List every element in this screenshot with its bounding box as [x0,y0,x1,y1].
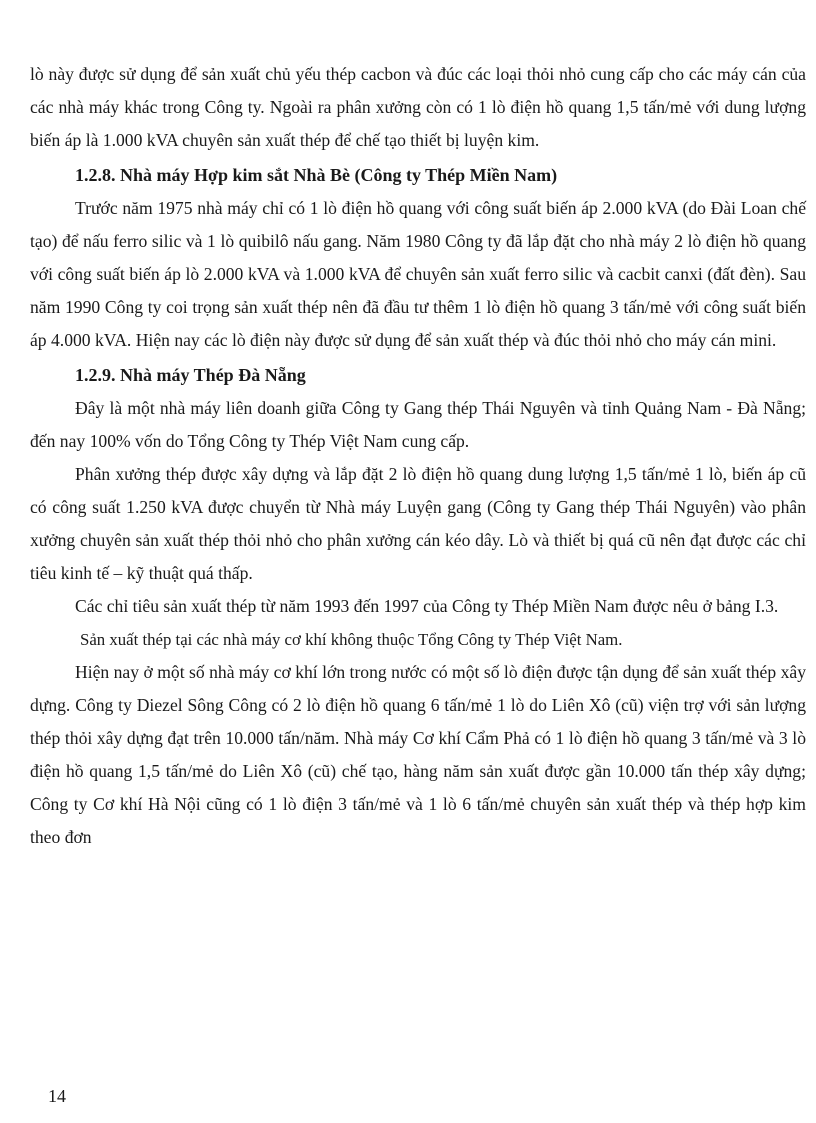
page-number: 14 [48,1086,66,1106]
paragraph-table-reference: Các chỉ tiêu sản xuất thép từ năm 1993 đến 1997 của Công ty Thép Miền Nam được nêu ở bảng I.3. [75,596,779,616]
section-heading-1-2-8: 1.2.8. Nhà máy Hợp kim sắt Nhà Bè (Công ty Thép Miền Nam) [75,165,558,185]
paragraph-continued: lò này được sử dụng để sản xuất chủ yếu thép cacbon và đúc các loại thỏi nhỏ cung cấp cho các máy cán của các nhà máy khác trong Công ty. Ngoài ra phân xưởng còn có 1 lò điện hồ quang 1,5 tấn/mẻ với dung lượng biến áp là 1.000 kVA chuyên sản xuất thép để chế tạo thiết bị luyện kim. [30,64,806,150]
paragraph-da-nang-joint-venture: Đây là một nhà máy liên doanh giữa Công ty Gang thép Thái Nguyên và tỉnh Quảng Nam - Đà Nẵng; đến nay 100% vốn do Tổng Công ty Thép Việt Nam cung cấp. [30,398,806,451]
paragraph-other-factories: Hiện nay ở một số nhà máy cơ khí lớn trong nước có một số lò điện được tận dụng để sản xuất thép xây dựng. Công ty Diezel Sông Công có 2 lò điện hồ quang 6 tấn/mẻ 1 lò do Liên Xô (cũ) viện trợ với sản lượng thép thỏi xây dựng đạt trên 10.000 tấn/năm. Nhà máy Cơ khí Cẩm Phả có 1 lò điện hồ quang 3 tấn/mẻ và 3 lò điện hồ quang 1,5 tấn/mẻ do Liên Xô (cũ) chế tạo, hàng năm sản xuất được gần 10.000 tấn thép xây dựng; Công ty Cơ khí Hà Nội cũng có 1 lò điện 3 tấn/mẻ và 1 lò 6 tấn/mẻ chuyên sản xuất thép và thép hợp kim theo đơn [30,662,806,847]
page-body [30,58,806,854]
paragraph-nha-be-history: Trước năm 1975 nhà máy chỉ có 1 lò điện hồ quang với công suất biến áp 2.000 kVA (do Đài Loan chế tạo) để nấu ferro silic và 1 lò quibilô nấu gang. Năm 1980 Công ty đã lắp đặt cho nhà máy 2 lò điện hồ quang với công suất biến áp lò 2.000 kVA và 1.000 kVA để chuyên sản xuất ferro silic và cacbit canxi (đất đèn). Sau năm 1990 Công ty coi trọng sản xuất thép nên đã đầu tư thêm 1 lò điện hồ quang 3 tấn/mẻ với công suất biến áp 4.000 kVA. Hiện nay các lò điện này được sử dụng để sản xuất thép và đúc thỏi nhỏ cho máy cán mini. [30,198,806,350]
paragraph-subheading-other-factories: Sản xuất thép tại các nhà máy cơ khí không thuộc Tổng Công ty Thép Việt Nam. [80,630,623,649]
paragraph-da-nang-workshop: Phân xưởng thép được xây dựng và lắp đặt 2 lò điện hồ quang dung lượng 1,5 tấn/mẻ 1 lò, biến áp cũ có công suất 1.250 kVA được chuyển từ Nhà máy Luyện gang (Công ty Gang thép Thái Nguyên) vào phân xưởng chuyên sản xuất thép thỏi nhỏ cho phân xưởng cán kéo dây. Lò và thiết bị quá cũ nên đạt được các chỉ tiêu kinh tế – kỹ thuật quá thấp. [30,464,806,583]
section-heading-1-2-9: 1.2.9. Nhà máy Thép Đà Nẵng [75,365,306,385]
